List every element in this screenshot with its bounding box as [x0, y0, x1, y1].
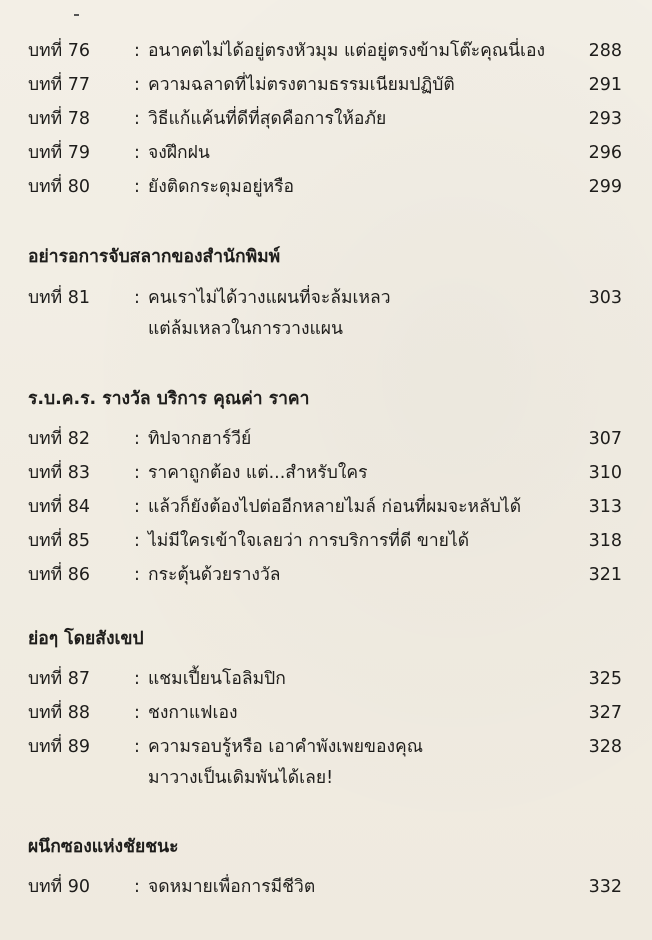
page-number: 296: [588, 143, 622, 163]
toc-entry: [28, 283, 622, 313]
chapter-title: ไม่มีใครเข้าใจเลยว่า การบริการที่ดี ขายได้: [148, 531, 470, 551]
chapter-label: บทที่ 83: [28, 463, 91, 483]
chapter-label: บทที่ 88: [28, 703, 91, 723]
page-number: 299: [588, 177, 622, 197]
separator: :: [134, 877, 140, 897]
chapter-label: บทที่ 84: [28, 497, 91, 517]
chapter-label: บทที่ 77: [28, 75, 91, 95]
page-number: 332: [588, 877, 622, 897]
section-heading: ย่อๆ โดยสังเขป: [28, 629, 144, 649]
separator: :: [134, 109, 140, 129]
toc-entry: [28, 698, 622, 728]
toc-entry: [28, 664, 622, 694]
chapter-title: อนาคตไม่ได้อยู่ตรงหัวมุม แต่อยู่ตรงข้ามโต๊ะคุณนี่เอง: [148, 41, 546, 61]
page-number: 325: [588, 669, 622, 689]
chapter-label: บทที่ 85: [28, 531, 91, 551]
section-heading: ผนึกซองแห่งชัยชนะ: [28, 837, 179, 857]
separator: :: [134, 143, 140, 163]
page-number: 328: [588, 737, 622, 757]
toc-entry: [28, 526, 622, 556]
separator: :: [134, 429, 140, 449]
separator: :: [134, 75, 140, 95]
page-number: 291: [588, 75, 622, 95]
toc-entry: [28, 732, 622, 762]
page-number: 327: [588, 703, 622, 723]
page-number: 288: [588, 41, 622, 61]
separator: :: [134, 703, 140, 723]
separator: :: [134, 463, 140, 483]
separator: :: [134, 531, 140, 551]
separator: :: [134, 737, 140, 757]
page-number: 293: [588, 109, 622, 129]
toc-entry: [28, 872, 622, 902]
chapter-title: ความฉลาดที่ไม่ตรงตามธรรมเนียมปฏิบัติ: [148, 75, 455, 95]
chapter-label: บทที่ 79: [28, 143, 91, 163]
chapter-label: บทที่ 87: [28, 669, 91, 689]
page-number: 318: [588, 531, 622, 551]
chapter-title: คนเราไม่ได้วางแผนที่จะล้มเหลว: [148, 288, 391, 308]
chapter-title: กระตุ้นด้วยรางวัล: [148, 565, 281, 585]
chapter-label: บทที่ 90: [28, 877, 91, 897]
toc-entry: [28, 492, 622, 522]
chapter-label: บทที่ 80: [28, 177, 91, 197]
toc-entry: [28, 104, 622, 134]
chapter-title: วิธีแก้แค้นที่ดีที่สุดคือการให้อภัย: [148, 109, 387, 129]
toc-entry: [28, 458, 622, 488]
chapter-title: จดหมายเพื่อการมีชีวิต: [148, 877, 316, 897]
chapter-title: ยังติดกระดุมอยู่หรือ: [148, 177, 295, 197]
chapter-label: บทที่ 78: [28, 109, 91, 129]
chapter-label: บทที่ 89: [28, 737, 91, 757]
chapter-title: แล้วก็ยังต้องไปต่ออีกหลายไมล์ ก่อนที่ผมจะหลับได้: [148, 497, 522, 517]
separator: :: [134, 177, 140, 197]
chapter-title: จงฝึกฝน: [148, 143, 210, 163]
separator: :: [134, 288, 140, 308]
separator: :: [134, 669, 140, 689]
page-number: 321: [588, 565, 622, 585]
chapter-title: ราคาถูกต้อง แต่...สำหรับใคร: [148, 463, 368, 483]
section-heading: อย่ารอการจับสลากของสำนักพิมพ์: [28, 247, 281, 267]
toc-entry: [28, 36, 622, 66]
chapter-label: บทที่ 76: [28, 41, 91, 61]
toc-entry: [28, 560, 622, 590]
toc-entry: [28, 424, 622, 454]
separator: :: [134, 41, 140, 61]
chapter-title: ความรอบรู้หรือ เอาคำพังเพยของคุณ: [148, 737, 423, 757]
chapter-title: ทิปจากฮาร์วีย์: [148, 429, 252, 449]
chapter-title-continued: แต่ล้มเหลวในการวางแผน: [148, 319, 343, 339]
page-mark: [74, 14, 79, 16]
separator: :: [134, 497, 140, 517]
chapter-label: บทที่ 82: [28, 429, 91, 449]
page-number: 310: [588, 463, 622, 483]
toc-entry: [28, 138, 622, 168]
chapter-title-continued: มาวางเป็นเดิมพันได้เลย!: [148, 768, 334, 788]
chapter-label: บทที่ 81: [28, 288, 91, 308]
page-number: 307: [588, 429, 622, 449]
separator: :: [134, 565, 140, 585]
section-heading: ร.บ.ค.ร. รางวัล บริการ คุณค่า ราคา: [28, 389, 310, 409]
toc-entry: [28, 70, 622, 100]
chapter-title: ชงกาแฟเอง: [148, 703, 238, 723]
page-number: 303: [588, 288, 622, 308]
chapter-title: แชมเปี้ยนโอลิมปิก: [148, 669, 286, 689]
page-number: 313: [588, 497, 622, 517]
toc-entry: [28, 172, 622, 202]
chapter-label: บทที่ 86: [28, 565, 91, 585]
